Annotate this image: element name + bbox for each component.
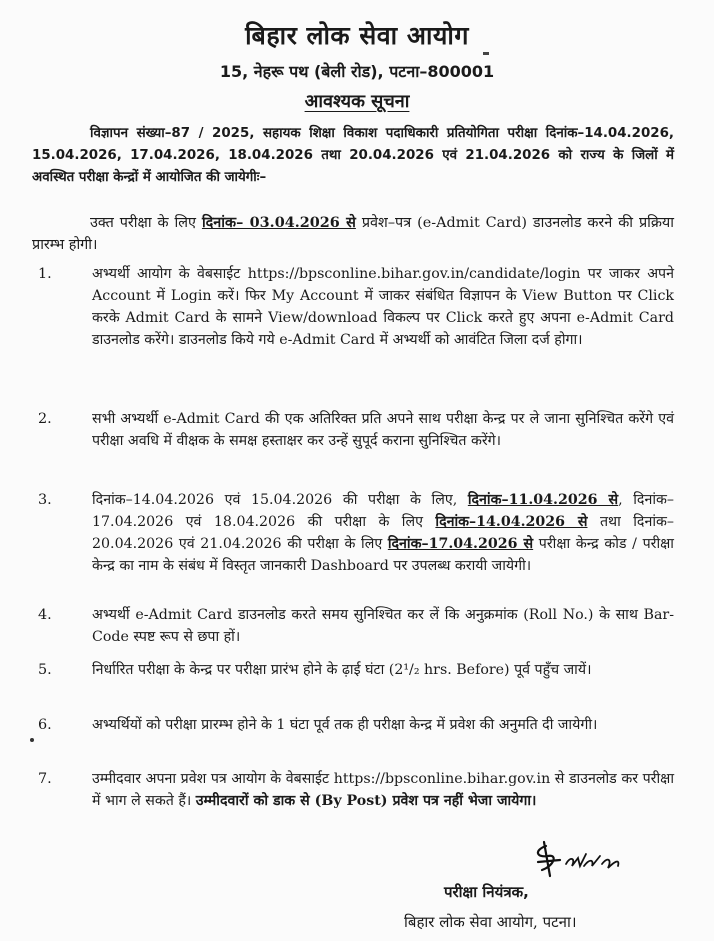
item-3-part-2: , दिनांक–17.04.2026 एवं 18.04.2026 की परीक्षा के लिए (92, 492, 674, 530)
item-7-bold: उम्मीदवारों को डाक से (By Post) प्रवेश पत्र नहीं भेजा जायेगा। (195, 793, 537, 809)
notice-heading-text: आवश्यक सूचना (304, 91, 410, 112)
admit-pre: उक्त परीक्षा के लिए (90, 215, 202, 231)
admit-date: दिनांक– 03.04.2026 से (201, 214, 356, 231)
item-number: 1. (38, 266, 52, 282)
list-item (38, 604, 674, 648)
item-number: 6. (38, 717, 52, 733)
admit-post: प्रवेश–पत्र (e-Admit Card) डाउनलोड करने की प्रक्रिया प्रारम्भ होगी। (32, 215, 675, 253)
item-3-date-2: दिनांक–14.04.2026 से (435, 514, 588, 530)
signature-scrawl-icon (524, 836, 654, 882)
item-3-date-1: दिनांक–11.04.2026 से (467, 492, 619, 508)
item-number: 5. (38, 662, 52, 678)
item-text (92, 768, 674, 812)
item-3-date-3: दिनांक–17.04.2026 से (387, 536, 534, 552)
item-7-part-1: उम्मीदवार अपना प्रवेश पत्र आयोग के वेबसाईट https://bpsconline.bihar.gov.in से डाउनलोड कर परीक्षा में भाग ले सकते हैं। (92, 771, 674, 809)
org-title: बिहार लोक सेवा आयोग (245, 21, 469, 50)
item-number: 7. (38, 771, 52, 787)
list-item (38, 714, 674, 736)
list-item (38, 768, 674, 812)
item-number: 2. (38, 411, 52, 427)
item-text: निर्धारित परीक्षा के केन्द्र पर परीक्षा प्रारंभ होने के ढ़ाई घंटा (2¹/₂ hrs. Before) पूर्व पहुँच जायें। (92, 662, 592, 678)
item-number: 4. (38, 607, 52, 623)
intro-paragraph: विज्ञापन संख्या–87 / 2025, सहायक शिक्षा विकाश पदाधिकारी प्रतियोगिता परीक्षा दिनांक–14.04.2026, 15.04.2026, 17.04.2026, 18.04.2026 तथा 20.04.2026 एवं 21.04.2026 को राज्य के जिलों में अवस्थित परीक्षा केन्द्रों में आयोजित की जायेगीः– (32, 126, 674, 185)
item-text: अभ्यर्थियों को परीक्षा प्रारम्भ होने के 1 घंटा पूर्व तक ही परीक्षा केन्द्र में प्रवेश की अनुमति दी जायेगी। (92, 717, 598, 733)
signer-org: बिहार लोक सेवा आयोग, पटना। (404, 913, 577, 931)
item-text: अभ्यर्थी आयोग के वेबसाईट https://bpsconline.bihar.gov.in/candidate/login पर जाकर अपने Account में Login करें। फिर My Account में जाकर संबंधित विज्ञापन के View Button पर Click करके Admit Card के सामने View/download विकल्प पर Click करते हुए अपना e-Admit Card डाउनलोड करेंगे। डाउनलोड किये गये e-Admit Card में अभ्यर्थी को आवंटित जिला दर्ज होगा। (92, 266, 674, 348)
list-item (38, 659, 674, 681)
notice-heading (0, 89, 714, 113)
list-item (38, 408, 674, 452)
list-item (38, 263, 674, 351)
list-item (38, 489, 674, 577)
item-3-part-4: परीक्षा केन्द्र कोड / परीक्षा केन्द्र का नाम के संबंध में विस्तृत जानकारी Dashboard पर उपलब्ध करायी जायेगी। (92, 536, 674, 574)
stray-dot (30, 738, 34, 742)
decorative-mark (483, 52, 489, 55)
org-address: 15, नेहरू पथ (बेली रोड), पटना–800001 (219, 62, 495, 81)
admit-paragraph (32, 212, 674, 256)
item-number: 3. (38, 492, 52, 508)
item-3-part-3: तथा दिनांक–20.04.2026 एवं 21.04.2026 की परीक्षा के लिए (92, 514, 674, 552)
item-3-part-1: दिनांक–14.04.2026 एवं 15.04.2026 की परीक्षा के लिए, (92, 492, 468, 508)
item-text (92, 489, 674, 577)
signer-title: परीक्षा नियंत्रक, (444, 883, 529, 901)
item-text: सभी अभ्यर्थी e-Admit Card की एक अतिरिक्त प्रति अपने साथ परीक्षा केन्द्र पर ले जाना सुनिश्चित करेंगे एवं परीक्षा अवधि में वीक्षक के समक्ष हस्ताक्षर कर उन्हें सुपूर्द कराना सुनिश्चित करेंगे। (92, 411, 674, 449)
item-text: अभ्यर्थी e-Admit Card डाउनलोड करते समय सुनिश्चित कर लें कि अनुक्रमांक (Roll No.) के साथ Bar-Code स्पष्ट रूप से छपा हों। (92, 607, 674, 645)
signature (524, 836, 654, 882)
